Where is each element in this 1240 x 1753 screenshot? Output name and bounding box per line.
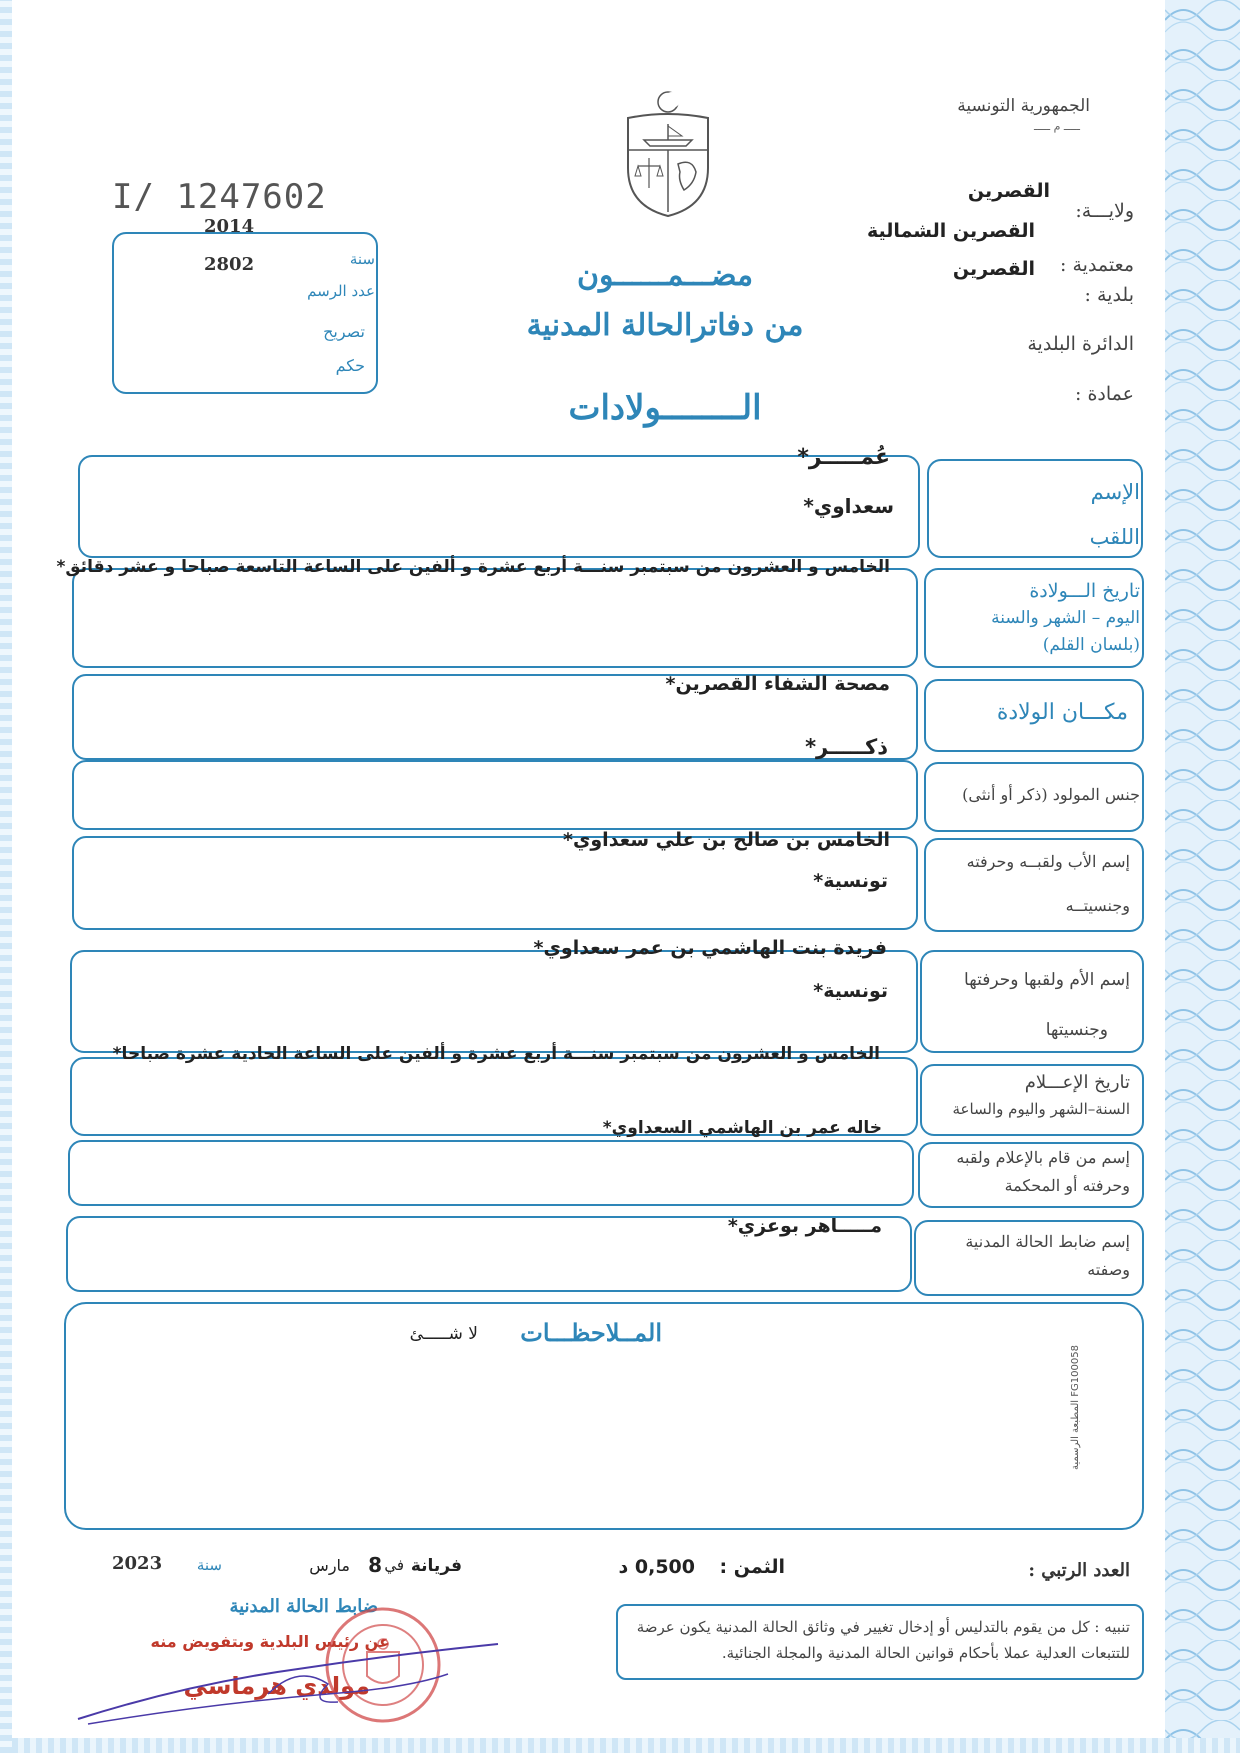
declaration-date-label: تاريخ الإعـــلام	[1024, 1072, 1130, 1093]
mother-value: فريدة بنت الهاشمي بن عمر سعداوي*	[533, 937, 887, 959]
republic-mark: ـــــ م ـــــ	[1033, 120, 1080, 133]
mother-nationality-label: وجنسيتها	[1045, 1020, 1108, 1040]
officer-value: مـــــاهر بوعزي*	[727, 1215, 882, 1237]
wilaya-label: ولايـــة:	[1075, 200, 1134, 222]
sex-label: جنس المولود (ذكر أو أنثى)	[962, 785, 1140, 804]
surname-label: اللقب	[1089, 525, 1140, 549]
serial-number-label: العدد الرتبي :	[1028, 1560, 1130, 1581]
father-value: الخامس بن صالح بن علي سعداوي*	[563, 829, 890, 851]
surname-value: سعداوي*	[803, 494, 894, 518]
security-pattern-left	[0, 0, 12, 1753]
birth-date-label: تاريخ الـــولادة	[1029, 580, 1140, 602]
birth-date-value-box	[72, 568, 918, 668]
officer-label: إسم ضابط الحالة المدنية	[965, 1232, 1130, 1251]
sex-value-box	[72, 760, 918, 830]
issue-year-label: سنة	[196, 1556, 222, 1574]
remarks-label: المــلاحظـــات	[520, 1318, 662, 1347]
declaration-date-value: الخامس و العشرون من سبتمبر سنـــة أربع عشرة و ألفين على الساعة الحادية عشرة صباحا*	[112, 1044, 880, 1064]
mutamadiya-value: القصرين الشمالية	[867, 220, 1035, 242]
father-nationality-label: وجنسيتــه	[1065, 896, 1130, 915]
security-pattern-border	[1165, 0, 1240, 1753]
birth-date-value: الخامس و العشرون من سبتمبر سنـــة أربع عشرة و ألفين على الساعة التاسعة صباحا و عشر دقائق*	[56, 557, 890, 577]
mutamadiya-label: معتمدية :	[1060, 254, 1134, 276]
registry-year-value: 2014	[204, 216, 255, 237]
declarant-label: إسم من قام بالإعلام ولقبه	[956, 1148, 1130, 1167]
baladiya-value: القصرين	[952, 258, 1035, 280]
registry-judgment-label: حكم	[335, 356, 365, 375]
father-nationality-value: تونسية*	[813, 870, 888, 892]
declarant-sublabel: وحرفته أو المحكمة	[1004, 1176, 1130, 1195]
mother-value-box	[70, 950, 918, 1053]
officer-sublabel: وصفته	[1087, 1260, 1130, 1279]
given-name-value: عُمـــــر*	[797, 445, 890, 470]
declaration-date-sublabel: السنة–الشهر واليوم والساعة	[952, 1100, 1130, 1118]
registry-declaration-label: تصريح	[323, 322, 365, 341]
birth-place-value: مصحة الشفاء القصرين*	[665, 673, 890, 695]
section-title-births: الــــــــولادات	[568, 388, 762, 428]
issue-year-value: 2023	[112, 1553, 163, 1574]
birth-date-sublabel: اليوم – الشهر والسنة	[991, 608, 1140, 628]
sex-value: ذكـــــر*	[805, 735, 888, 759]
wilaya-value: القصرين	[967, 180, 1050, 202]
father-label: إسم الأب ولقبــه وحرفته	[966, 852, 1130, 871]
security-pattern-bottom	[0, 1738, 1240, 1753]
notice-text: تنبيه : كل من يقوم بالتدليس أو إدخال تغيير في وثائق الحالة المدنية يكون عرضة للتتبعات العدلية عملا بأحكام قوانين الحالة المدنية والمجلة الجنائية.	[636, 1618, 1130, 1662]
republic-title: الجمهورية التونسية	[957, 96, 1090, 116]
given-name-label: الإسم	[1090, 480, 1140, 504]
price-label: الثمن :	[719, 1556, 785, 1578]
daira-label: الدائرة البلدية	[1027, 333, 1134, 355]
declarant-value: خاله عمر بن الهاشمي السعداوي*	[602, 1118, 882, 1138]
baladiya-label: بلدية :	[1084, 284, 1134, 306]
mother-label: إسم الأم ولقبها وحرفتها	[964, 970, 1130, 990]
registry-number-label: عدد الرسم	[307, 282, 375, 300]
mother-nationality-value: تونسية*	[813, 980, 888, 1002]
registry-year-label: سنة	[349, 250, 375, 268]
document-title: مضـــمــــــون	[576, 258, 754, 293]
serial-number: I/ 1247602	[112, 177, 327, 217]
imada-label: عمادة :	[1075, 383, 1134, 405]
officer-title: ضابط الحالة المدنية	[229, 1596, 378, 1617]
declarant-value-box	[68, 1140, 914, 1206]
officer-value-box	[66, 1216, 912, 1292]
signature-scribble	[68, 1624, 508, 1734]
registry-number-value: 2802	[204, 254, 255, 275]
delegation-stamp-text: عن رئيس البلدية وبتفويض منه	[150, 1632, 390, 1651]
birth-date-pen-note: (بلسان القلم)	[1042, 635, 1140, 655]
name-value-box	[78, 455, 920, 558]
birth-place-label: مكـــان الولادة	[996, 700, 1128, 725]
coat-of-arms-emblem	[622, 88, 714, 220]
mother-label-box	[920, 950, 1144, 1053]
printer-mark: المطبعة الرسمية FG100058	[1070, 1345, 1081, 1470]
price-value: 0,500 د	[618, 1556, 695, 1578]
issue-month: مارس	[309, 1556, 350, 1575]
issue-place: فريانة	[410, 1556, 462, 1576]
remarks-value: لا شـــــئ	[409, 1324, 478, 1344]
issue-day: 8	[368, 1553, 382, 1577]
issue-in-word: في	[384, 1556, 404, 1574]
document-subtitle: من دفاترالحالة المدنية	[526, 308, 804, 343]
officer-name-stamp: مولدي هرماسي	[183, 1672, 370, 1700]
